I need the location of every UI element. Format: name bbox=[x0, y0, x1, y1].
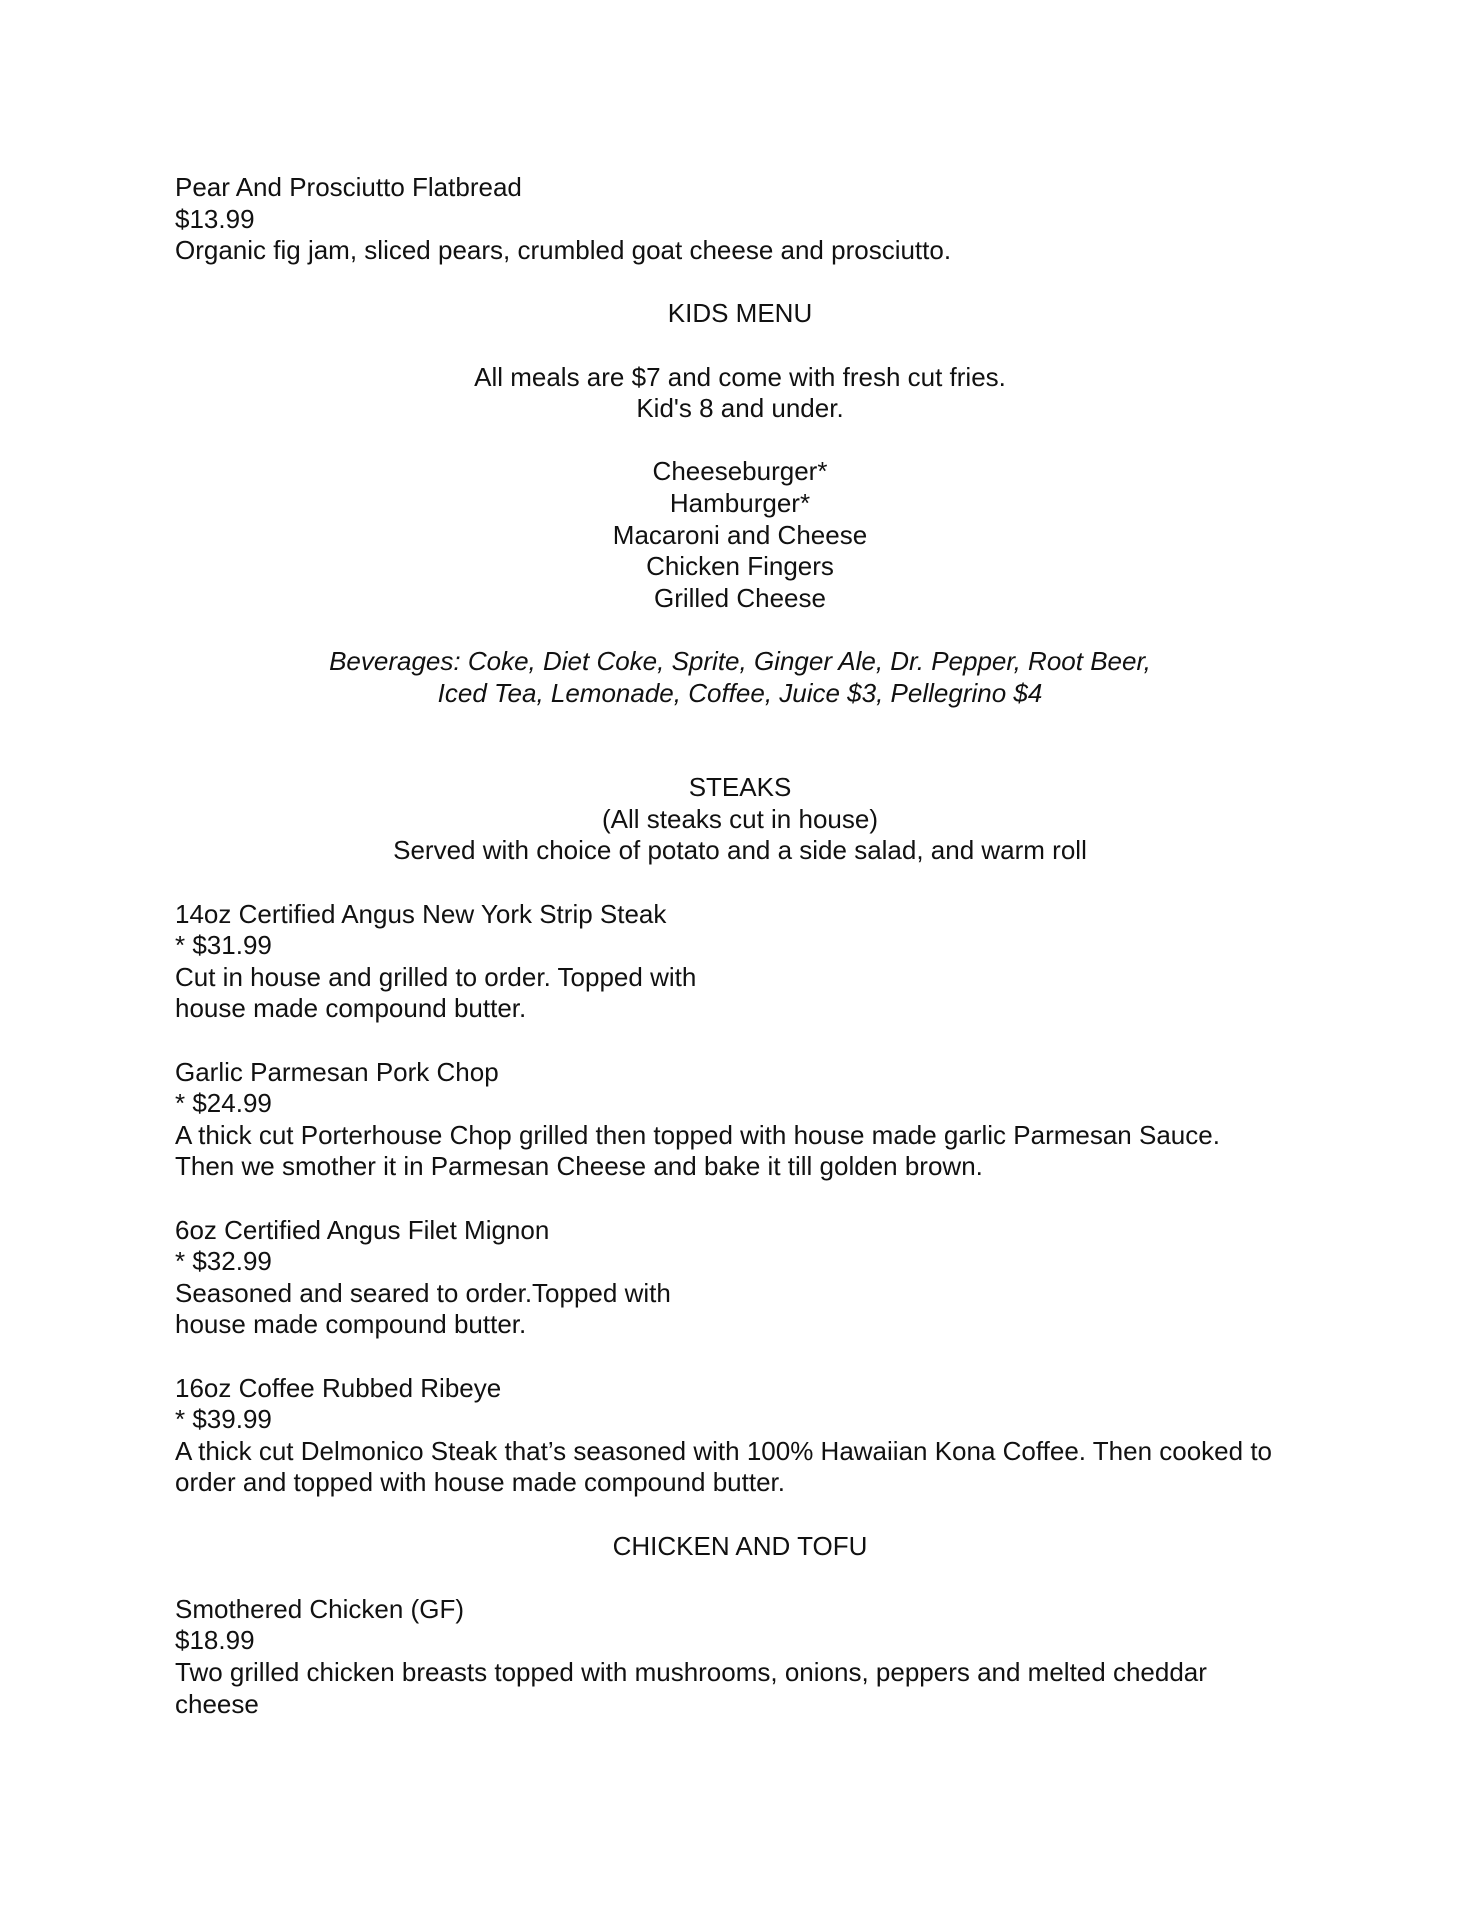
kids-intro-line: Kid's 8 and under. bbox=[636, 393, 844, 424]
item-description: A thick cut Delmonico Steak that’s seasoned with 100% Hawaiian Kona Coffee. Then cooked to bbox=[175, 1435, 1273, 1466]
item-description: house made compound butter. bbox=[175, 1309, 527, 1340]
item-description: cheese bbox=[175, 1688, 259, 1719]
menu-item-smothered-chicken bbox=[175, 1594, 1315, 1720]
menu-item-ribeye bbox=[175, 1373, 1315, 1499]
kids-item: Hamburger* bbox=[669, 487, 811, 518]
item-description: Cut in house and grilled to order. Topped with bbox=[175, 961, 697, 992]
kids-item: Grilled Cheese bbox=[654, 582, 826, 613]
kids-item: Cheeseburger* bbox=[652, 456, 828, 487]
chicken-tofu-section bbox=[175, 1531, 1315, 1721]
item-price: $18.99 bbox=[175, 1625, 255, 1656]
kids-item: Chicken Fingers bbox=[646, 551, 834, 582]
steaks-section bbox=[175, 772, 1315, 1499]
kids-intro-line: All meals are $7 and come with fresh cut fries. bbox=[474, 361, 1006, 392]
section-heading: CHICKEN AND TOFU bbox=[612, 1530, 868, 1561]
item-description: house made compound butter. bbox=[175, 993, 527, 1024]
item-description: order and topped with house made compound butter. bbox=[175, 1467, 785, 1498]
item-price: $13.99 bbox=[175, 203, 255, 234]
item-name: 16oz Coffee Rubbed Ribeye bbox=[175, 1372, 502, 1403]
menu-item-flatbread bbox=[175, 172, 1315, 267]
section-subheading: Served with choice of potato and a side salad, and warm roll bbox=[393, 835, 1087, 866]
menu-item-ny-strip bbox=[175, 899, 1315, 1025]
item-description: Then we smother it in Parmesan Cheese and bake it till golden brown. bbox=[175, 1151, 983, 1182]
kids-menu-section bbox=[175, 298, 1315, 709]
item-price: * $24.99 bbox=[175, 1088, 272, 1119]
item-description: Seasoned and seared to order.Topped with bbox=[175, 1277, 671, 1308]
item-description: Two grilled chicken breasts topped with mushrooms, onions, peppers and melted cheddar bbox=[175, 1656, 1207, 1687]
item-price: * $31.99 bbox=[175, 930, 272, 961]
beverages-line: Iced Tea, Lemonade, Coffee, Juice $3, Pellegrino $4 bbox=[437, 677, 1043, 708]
item-description: Organic fig jam, sliced pears, crumbled goat cheese and prosciutto. bbox=[175, 235, 952, 266]
item-price: * $39.99 bbox=[175, 1404, 272, 1435]
item-name: Smothered Chicken (GF) bbox=[175, 1593, 464, 1624]
menu-page bbox=[175, 172, 1315, 1720]
section-subheading: (All steaks cut in house) bbox=[601, 803, 878, 834]
menu-item-pork-chop bbox=[175, 1057, 1315, 1183]
section-heading: KIDS MENU bbox=[667, 298, 813, 329]
item-name: 6oz Certified Angus Filet Mignon bbox=[175, 1214, 550, 1245]
kids-item: Macaroni and Cheese bbox=[612, 519, 868, 550]
menu-item-filet-mignon bbox=[175, 1215, 1315, 1341]
beverages-line: Beverages: Coke, Diet Coke, Sprite, Ginger Ale, Dr. Pepper, Root Beer, bbox=[329, 645, 1151, 676]
item-description: A thick cut Porterhouse Chop grilled then topped with house made garlic Parmesan Sauce. bbox=[175, 1119, 1220, 1150]
section-heading: STEAKS bbox=[688, 772, 792, 803]
item-price: * $32.99 bbox=[175, 1246, 272, 1277]
item-name: Garlic Parmesan Pork Chop bbox=[175, 1056, 499, 1087]
item-name: 14oz Certified Angus New York Strip Steak bbox=[175, 898, 667, 929]
item-name: Pear And Prosciutto Flatbread bbox=[175, 172, 522, 202]
